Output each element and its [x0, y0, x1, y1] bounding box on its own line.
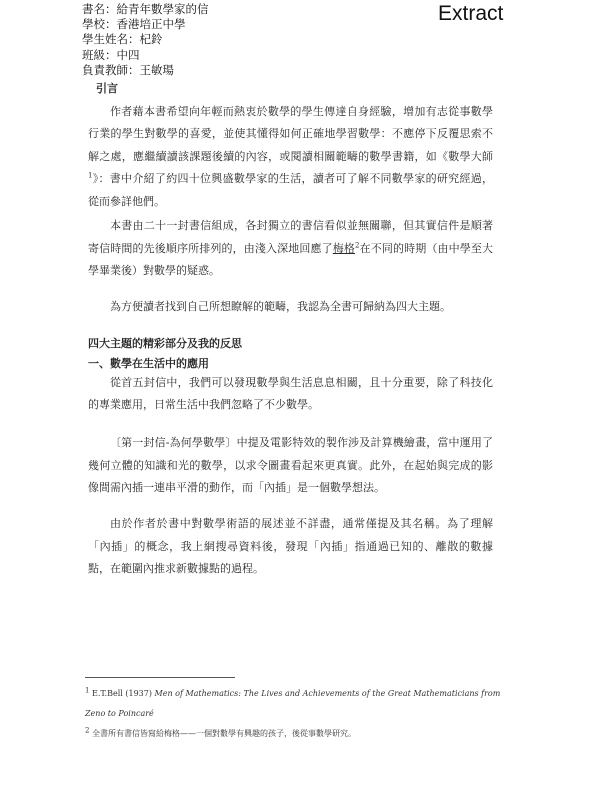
footnote-1-citation: E.T.Bell (1937): [92, 689, 155, 698]
footnote-ref-1: 1: [88, 171, 93, 180]
intro-p2-text-b: 在不同的時期（由中學至大學畢業後）對數學的疑惑。: [88, 241, 494, 277]
book-info-header: [82, 2, 209, 78]
footnote-2-number: 2: [85, 726, 90, 735]
intro-paragraph-1: [88, 101, 493, 214]
intro-p1-text-b: 》：書中介紹了約四十位興盛數學家的生活，讀者可了解不同數學家的研究經過，從而參詳他們。: [88, 172, 493, 208]
footnotes: [85, 684, 505, 744]
footnote-divider: [85, 677, 235, 678]
footnote-ref-2: 2: [355, 240, 360, 249]
theme-1-paragraph-3: 由於作者於書中對數學術語的展述並不詳盡，通常僅提及其名稱。為了理解「內插」的概念，我上網搜尋資料後，發現「內插」指通過已知的、離散的數據點，在範圍內推求新數據點的過程。: [88, 517, 493, 575]
book-title-line: 書名：給青年數學家的信: [82, 2, 209, 16]
footnote-2: [85, 724, 505, 744]
intro-section: [88, 78, 493, 213]
intro-p2-text-a: 本書由二十一封書信組成，各封獨立的書信看似並無關聯，但其實信件是順著寄信時間的先後順序所排列的，由淺入深地回應了: [88, 219, 493, 255]
theme-1-paragraph-2-block: [88, 432, 493, 500]
teacher-line: 負責教師：王敏瑒: [82, 62, 174, 77]
intro-paragraph-3: 為方便讀者找到自己所想瞭解的範疇，我認為全書可歸納為四大主題。: [110, 300, 451, 313]
intro-p1-text-a: 作者藉本書希望向年輕而熱衷於數學的學生傳達自身經驗，增加有志從事數學行業的學生對數學的喜愛，並使其懂得如何正確地學習數學：不應停下反覆思索不解之處，應繼續讀該課題後續的內容，或閱讀相關範疇的數學書籍，如《數學大師: [88, 104, 493, 163]
meg-link: 梅格: [332, 241, 356, 255]
footnote-1-number: 1: [85, 686, 90, 695]
class-line: 班級：中四: [82, 47, 140, 62]
themes-heading: 四大主題的精彩部分及我的反思: [88, 337, 242, 350]
theme-1-paragraph-3-block: [88, 513, 493, 581]
intro-heading: 引言: [96, 82, 118, 95]
extract-label: Extract: [438, 2, 504, 25]
intro-paragraph-2-block: [88, 215, 493, 283]
student-name-line: 學生姓名：杞鈴: [82, 32, 163, 47]
theme-1-subheading: 一、數學在生活中的應用: [88, 356, 209, 370]
theme-1-paragraph-1: 從首五封信中，我們可以發現數學與生活息息相關，且十分重要，除了科技化的專業應用，日常生活中我們忽略了不少數學。: [88, 375, 493, 411]
intro-paragraph-3-block: [88, 296, 493, 319]
themes-section: [88, 333, 493, 417]
footnote-2-text: 全書所有書信皆寫給梅格——一個對數學有興趣的孩子，後從事數學研究。: [92, 729, 357, 738]
footnote-1-book-title: Men of Mathematics: The Lives and Achievements of the Great Mathematicians from Zeno to Poincaré: [85, 689, 501, 718]
theme-1-paragraph-2: 〔第一封信-為何學數學〕中提及電影特效的製作涉及計算機繪畫，當中運用了幾何立體的知識和光的數學，以求令圖畫看起來更真實。此外，在起始與完成的影像間需內插一連串平滑的動作，而「內插」是一個數學想法。: [88, 436, 493, 494]
footnote-1: [85, 684, 505, 724]
intro-paragraph-2: [88, 215, 493, 283]
school-line: 學校：香港培正中學: [82, 17, 186, 32]
